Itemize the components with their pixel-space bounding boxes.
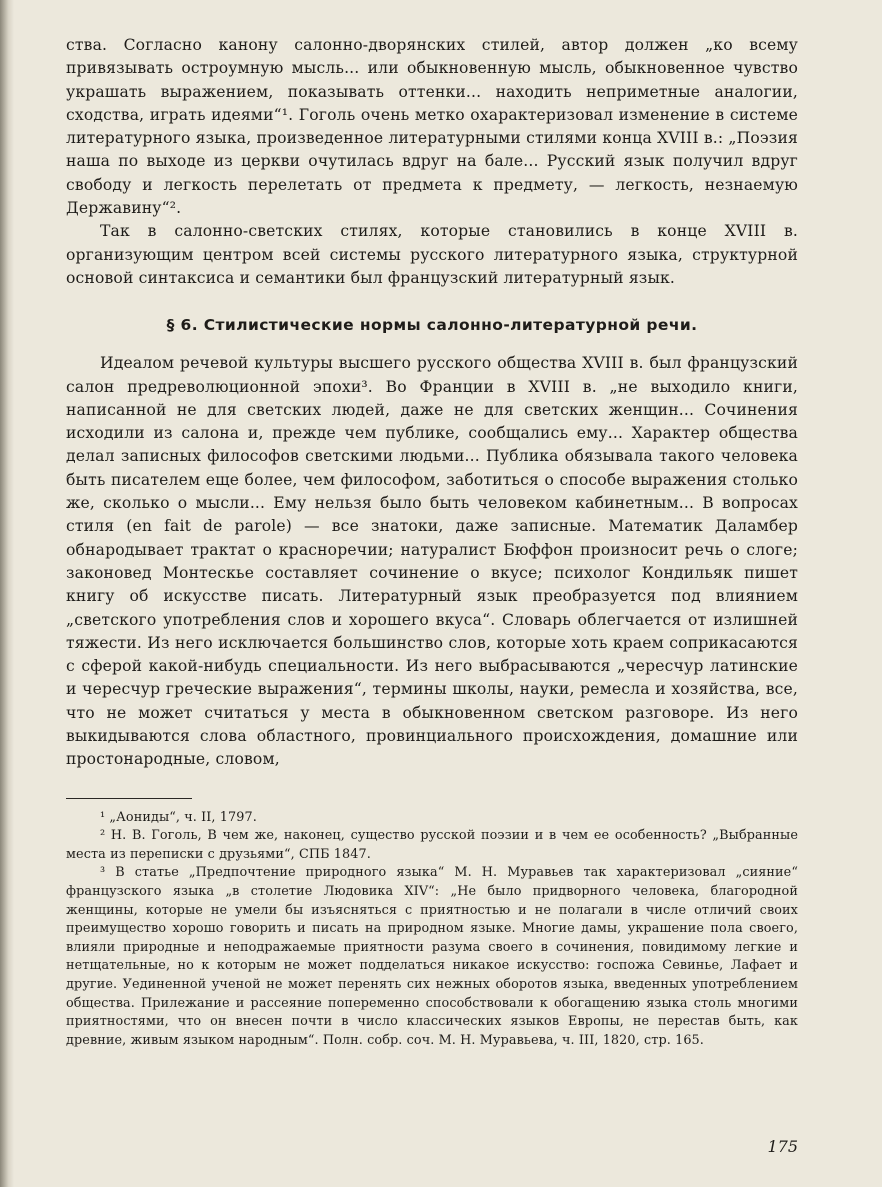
footnote-2: ² Н. В. Гоголь, В чем же, наконец, существо русской поэзии и в чем ее особенность? „Выбранные места из переписки с друзьями“, СПБ 1847. bbox=[66, 828, 798, 862]
footnote-3: ³ В статье „Предпочтение природного языка“ М. Н. Муравьев так характеризовал „сияние“ французского языка „в столетие Людовика XIV“: „Не было придворного человека, благородной женщины, которые не умели бы изъясняться с приятностью и не полагали в числе отличий своих преимущество хорошо говорить и писать на природном языке. Многие дамы, украшение пола своего, влияли природные и неподражаемые приятности разума своего в сочинения, повидимому легкие и нетщательные, но к которым не может подделаться никакое искусство: госпожа Севинье, Лафает и другие. Уединенной ученой не может перенять сих нежных оборотов языка, введенных употреблением общества. Прилежание и рассеяние попеременно способствовали к обогащению языка столь многими приятностями, что он внесен почти в число классических языков Европы, не перестав быть, как древние, живым языком народным“. Полн. собр. соч. М. Н. Муравьева, ч. III, 1820, стр. 165. bbox=[66, 865, 798, 1048]
page-number: 175 bbox=[767, 1137, 798, 1156]
paragraph-1: ства. Согласно канону салонно-дворянских стилей, автор должен „ко всему привязывать остроумную мысль... или обыкновенную мысль, обыкновенное чувство украшать выражением, показывать оттенки... находить неприметные аналогии, сходства, играть идеями“¹. Гоголь очень метко охарактеризовал изменение в системе литературного языка, произведенное литературными стилями конца XVIII в.: „Поэзия наша по выходе из церкви очутилась вдруг на бале... Русский язык получил вдруг свободу и легкость перелетать от предмета к предмету, — легкость, незнаемую Державину“². bbox=[66, 36, 798, 218]
page-content bbox=[66, 34, 798, 1050]
section-title: § 6. Стилистические нормы салонно-литературной речи. bbox=[166, 316, 698, 335]
binding-shadow bbox=[0, 0, 14, 1187]
footnote-rule bbox=[66, 798, 192, 799]
paragraph-3: Идеалом речевой культуры высшего русского общества XVIII в. был французский салон предреволюционной эпохи³. Во Франции в XVIII в. „не выходило книги, написанной не для светских людей, даже не для светских женщин... Сочинения исходили из салона и, прежде чем публике, сообщались ему... Характер общества делал записных философов светскими людьми... Публика обязывала такого человека быть писателем еще более, чем философом, заботиться о способе выражения столько же, сколько о мысли... Ему нельзя было быть человеком кабинетным... В вопросах стиля (en fait de parole) — все знатоки, даже записные. Математик Даламбер обнародывает трактат о красноречии; натуралист Бюффон произносит речь о слоге; законовед Монтескье составляет сочинение о вкусе; психолог Кондильяк пишет книгу об искусстве писать. Литературный язык преобразуется под влиянием „светского употребления слов и хорошего вкуса“. Словарь облегчается от излишней тяжести. Из него исключается большинство слов, которые хоть краем соприкасаются с сферой какой-нибудь специальности. Из него выбрасываются „чересчур латинские и чересчур греческие выражения“, термины школы, науки, ремесла и хозяйства, все, что не может считаться у места в обыкновенном светском разговоре. Из него выкидываются слова областного, провинциального происхождения, домашние или простонародные, словом, bbox=[66, 354, 798, 769]
footnote-1: ¹ „Аониды“, ч. II, 1797. bbox=[100, 809, 257, 825]
paragraph-2: Так в салонно-светских стилях, которые становились в конце XVIII в. организующим центром всей системы русского литературного языка, структурной основой синтаксиса и семантики был французский литературный язык. bbox=[66, 222, 798, 287]
